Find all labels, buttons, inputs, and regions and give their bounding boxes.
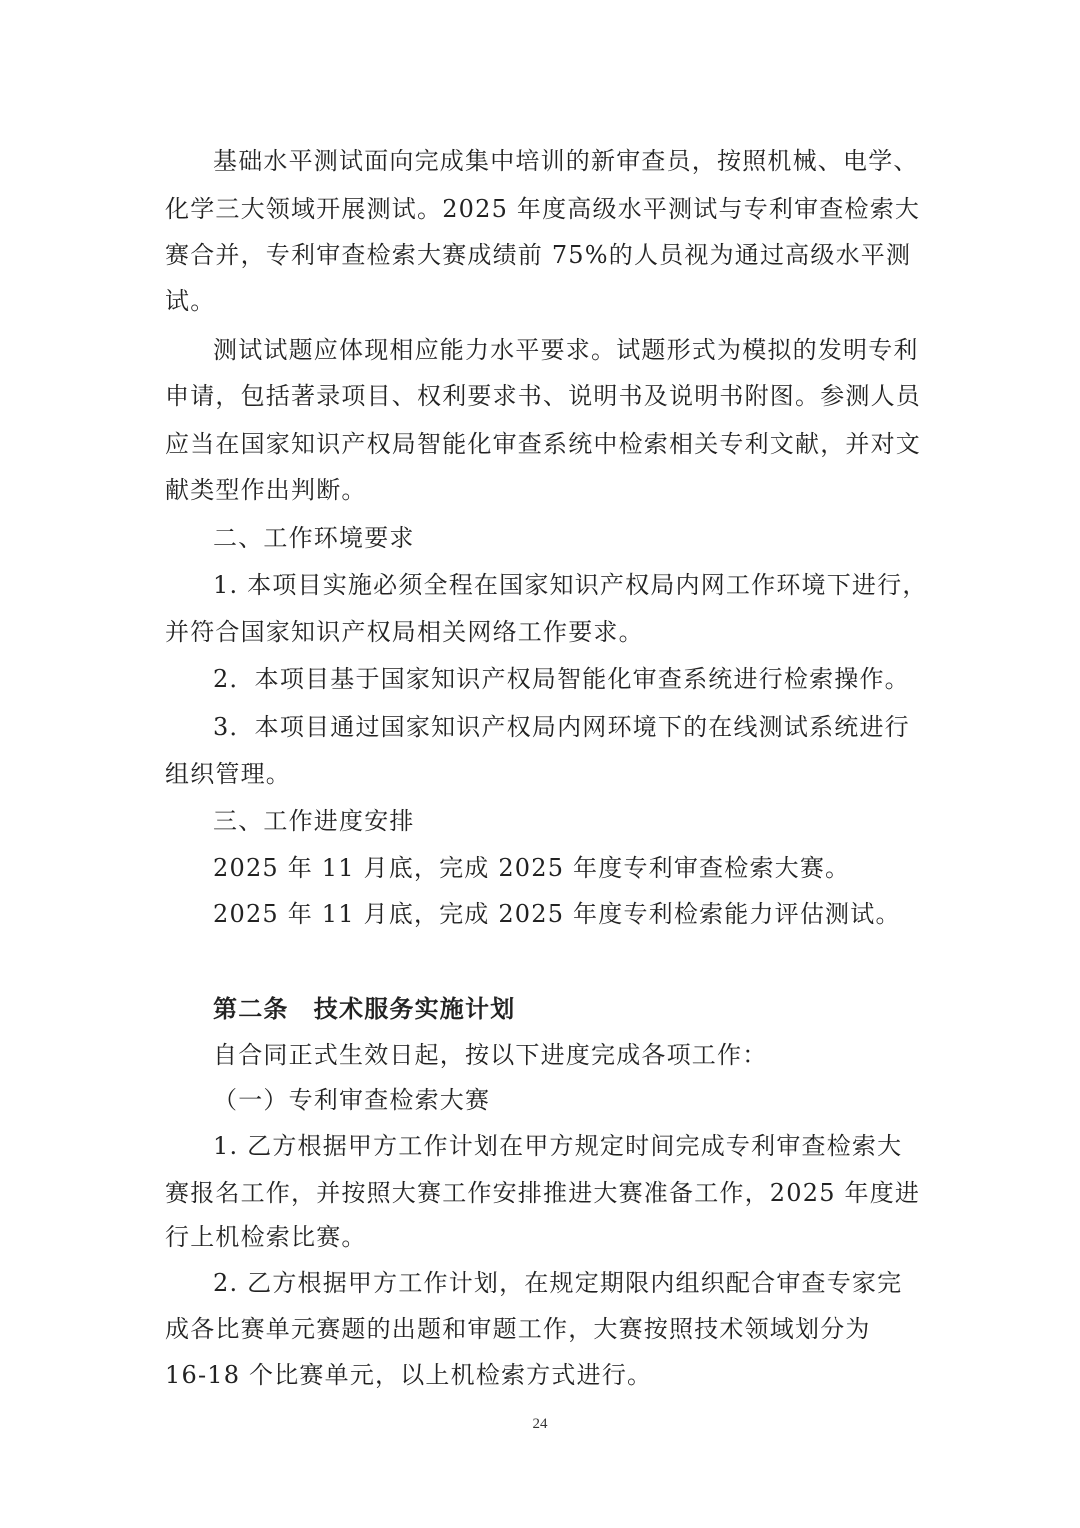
text-line: 化学三大领域开展测试。2025 年度高级水平测试与专利审查检索大	[165, 195, 921, 223]
text-line: 成各比赛单元赛题的出题和审题工作，大赛按照技术领域划分为	[165, 1315, 871, 1343]
text-line: 3．本项目通过国家知识产权局内网环境下的在线测试系统进行	[213, 713, 910, 741]
text-line: 2．本项目基于国家知识产权局智能化审查系统进行检索操作。	[213, 665, 910, 693]
text-line: 赛合并，专利审查检索大赛成绩前 75%的人员视为通过高级水平测	[165, 241, 912, 269]
text-line: 自合同正式生效日起，按以下进度完成各项工作：	[213, 1041, 768, 1069]
text-line: 申请，包括著录项目、权利要求书、说明书及说明书附图。参测人员	[165, 382, 921, 410]
text-line: 1. 本项目实施必须全程在国家知识产权局内网工作环境下进行，	[213, 571, 928, 599]
text-line: 应当在国家知识产权局智能化审查系统中检索相关专利文献，并对文	[165, 430, 921, 458]
subsection-heading: （一）专利审查检索大赛	[213, 1086, 491, 1114]
section-heading: 二、工作环境要求	[213, 524, 415, 552]
text-line: 行上机检索比赛。	[165, 1223, 367, 1251]
text-line: 测试试题应体现相应能力水平要求。试题形式为模拟的发明专利	[213, 336, 919, 364]
text-line: 2025 年 11 月底，完成 2025 年度专利检索能力评估测试。	[213, 900, 901, 928]
text-line: 并符合国家知识产权局相关网络工作要求。	[165, 618, 644, 646]
text-line: 组织管理。	[165, 760, 291, 788]
section-heading: 三、工作进度安排	[213, 807, 415, 835]
article-heading: 第二条 技术服务实施计划	[213, 995, 516, 1023]
text-line: 试。	[165, 287, 216, 315]
page-number: 24	[532, 1416, 548, 1432]
text-line: 16-18 个比赛单元，以上机检索方式进行。	[165, 1361, 653, 1389]
text-line: 1. 乙方根据甲方工作计划在甲方规定时间完成专利审查检索大	[213, 1132, 903, 1160]
text-line: 赛报名工作，并按照大赛工作安排推进大赛准备工作，2025 年度进	[165, 1179, 921, 1207]
text-line: 献类型作出判断。	[165, 476, 367, 504]
text-line: 2025 年 11 月底，完成 2025 年度专利审查检索大赛。	[213, 854, 851, 882]
text-line: 基础水平测试面向完成集中培训的新审查员，按照机械、电学、	[213, 147, 919, 175]
text-line: 2. 乙方根据甲方工作计划，在规定期限内组织配合审查专家完	[213, 1269, 903, 1297]
